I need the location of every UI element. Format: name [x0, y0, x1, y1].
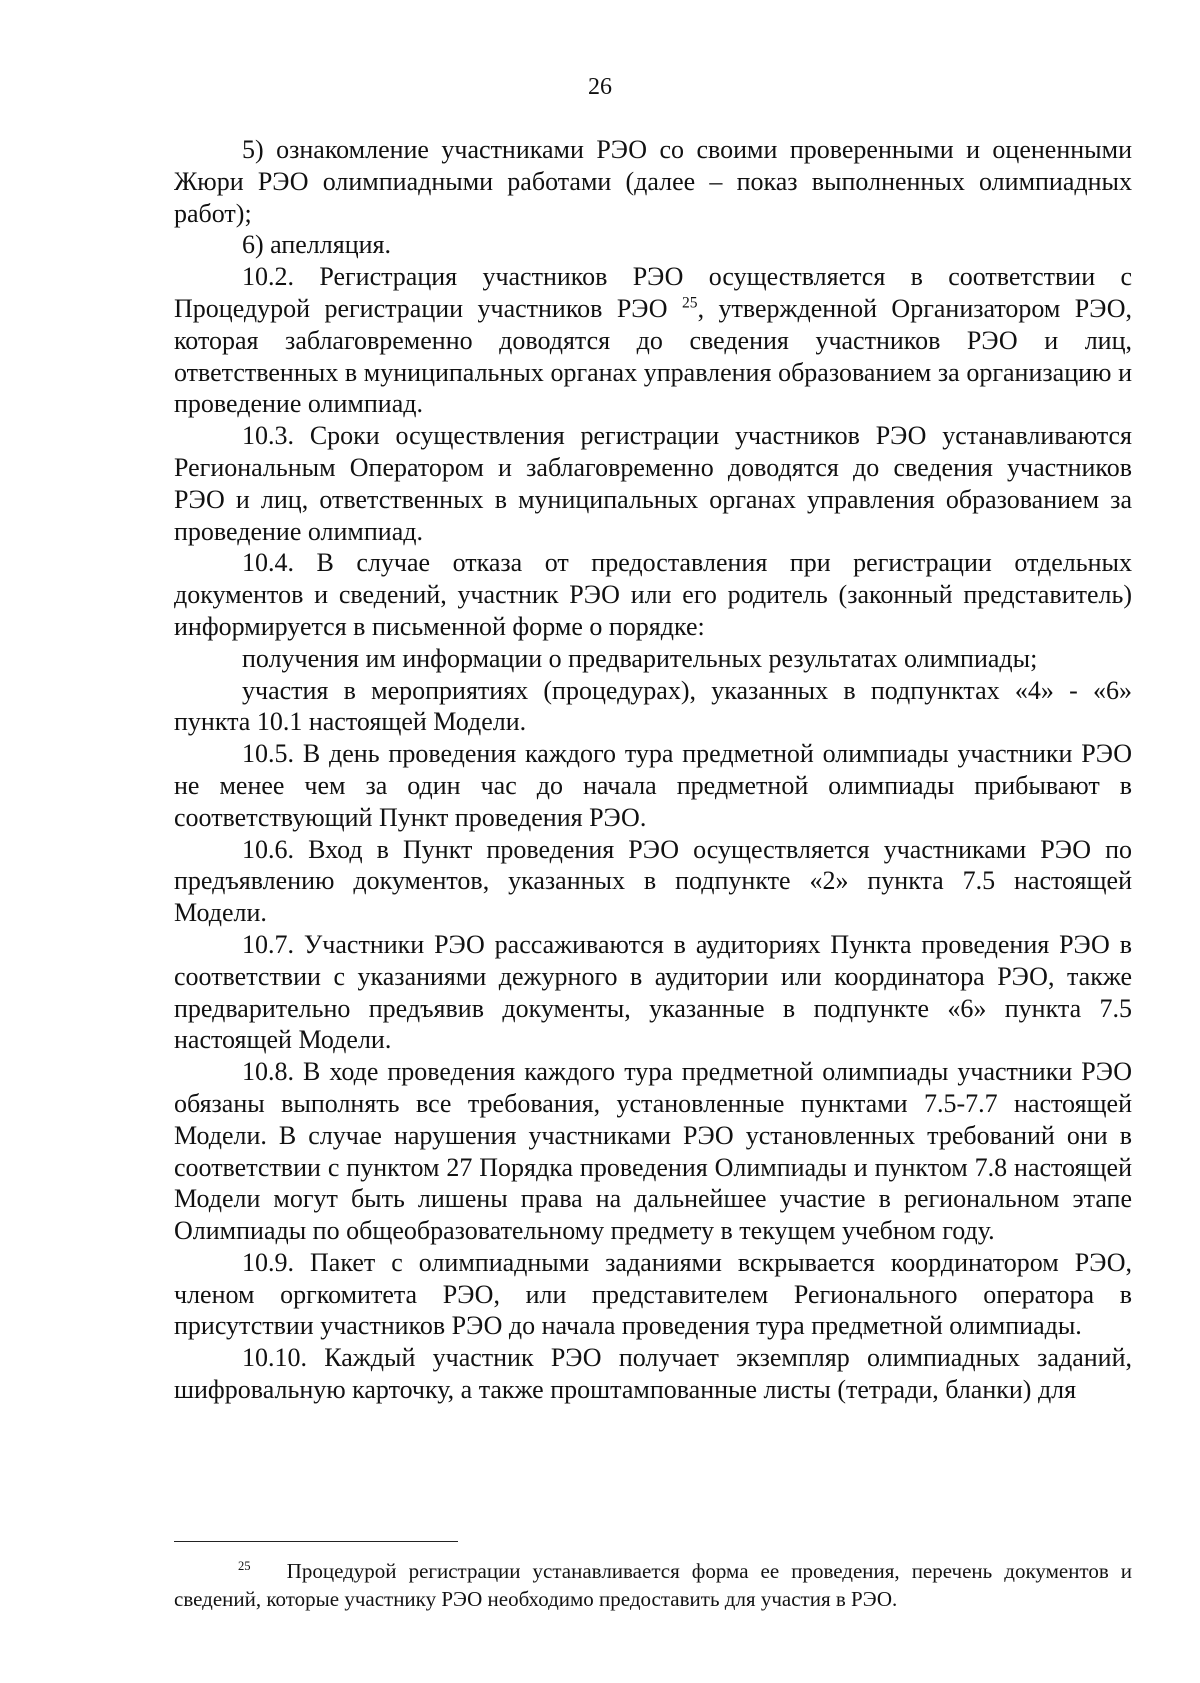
paragraph-10-8: 10.8. В ходе проведения каждого тура предметной олимпиады участники РЭО обязаны выполнять все требования, установленные пунктами 7.5-7.7 настоящей Модели. В случае нарушения участниками РЭО установленных требований они в соответствии с пунктом 27 Порядка проведения Олимпиады и пунктом 7.8 настоящей Модели могут быть лишены права на дальнейшее участие в региональном этапе Олимпиады по общеобразовательному предмету в текущем учебном году. — [174, 1057, 1132, 1246]
paragraph-10-4-item-2: участия в мероприятиях (процедурах), указанных в подпунктах «4» - «6» пункта 10.1 настоящей Модели. — [174, 675, 1132, 737]
paragraph-10-2 — [174, 261, 1132, 420]
footnote-reference: 25 — [681, 294, 698, 312]
paragraph-item-6: 6) апелляция. — [242, 230, 392, 260]
footnote-divider — [174, 1541, 458, 1542]
paragraph-item-5: 5) ознакомление участниками РЭО со своими проверенными и оцененными Жюри РЭО олимпиадными работами (далее – показ выполненных олимпиадных работ); — [174, 135, 1132, 228]
body-text — [174, 134, 1132, 1406]
paragraph-10-7: 10.7. Участники РЭО рассаживаются в аудиториях Пункта проведения РЭО в соответствии с указаниями дежурного в аудитории или координатора РЭО, также предварительно предъявив документы, указанные в подпункте «6» пункта 7.5 настоящей Модели. — [174, 929, 1132, 1055]
footnote — [174, 1557, 1132, 1613]
paragraph-10-2-tail: , утвержденной Организатором РЭО, которая заблаговременно доводятся до сведения участников РЭО и лиц, ответственных в муниципальных органах управления образованием за организацию и проведение олимпиад. — [174, 293, 1132, 419]
paragraph-10-9: 10.9. Пакет с олимпиадными заданиями вскрывается координатором РЭО, членом оргкомитета РЭО, или представителем Регионального оператора в присутствии участников РЭО до начала проведения тура предметной олимпиады. — [174, 1247, 1132, 1341]
footnote-text: Процедурой регистрации устанавливается форма ее проведения, перечень документов и сведений, которые участнику РЭО необходимо предоставить для участия в РЭО. — [174, 1559, 1133, 1611]
paragraph-10-10: 10.10. Каждый участник РЭО получает экземпляр олимпиадных заданий, шифровальную карточку, а также проштампованные листы (тетради, бланки) для — [174, 1343, 1132, 1405]
page-number: 26 — [588, 74, 612, 100]
paragraph-10-5: 10.5. В день проведения каждого тура предметной олимпиады участники РЭО не менее чем за один час до начала предметной олимпиады прибывают в соответствующий Пункт проведения РЭО. — [174, 739, 1132, 832]
paragraph-10-4: 10.4. В случае отказа от предоставления при регистрации отдельных документов и сведений, участник РЭО или его родитель (законный представитель) информируется в письменной форме о порядке: — [174, 548, 1132, 641]
paragraph-10-2-head: 10.2. Регистрация участников РЭО осуществляется в соответствии с Процедурой регистрации участников РЭО — [174, 262, 1132, 323]
paragraph-10-6: 10.6. Вход в Пункт проведения РЭО осуществляется участниками РЭО по предъявлению документов, указанных в подпункте «2» пункта 7.5 настоящей Модели. — [174, 834, 1132, 928]
paragraph-10-3: 10.3. Сроки осуществления регистрации участников РЭО устанавливаются Региональным Оператором и заблаговременно доводятся до сведения участников РЭО и лиц, ответственных в муниципальных органах управления образованием за проведение олимпиад. — [174, 421, 1132, 546]
footnote-marker: 25 — [238, 1559, 251, 1573]
paragraph-10-4-item-1: получения им информации о предварительных результатах олимпиады; — [242, 643, 1038, 673]
